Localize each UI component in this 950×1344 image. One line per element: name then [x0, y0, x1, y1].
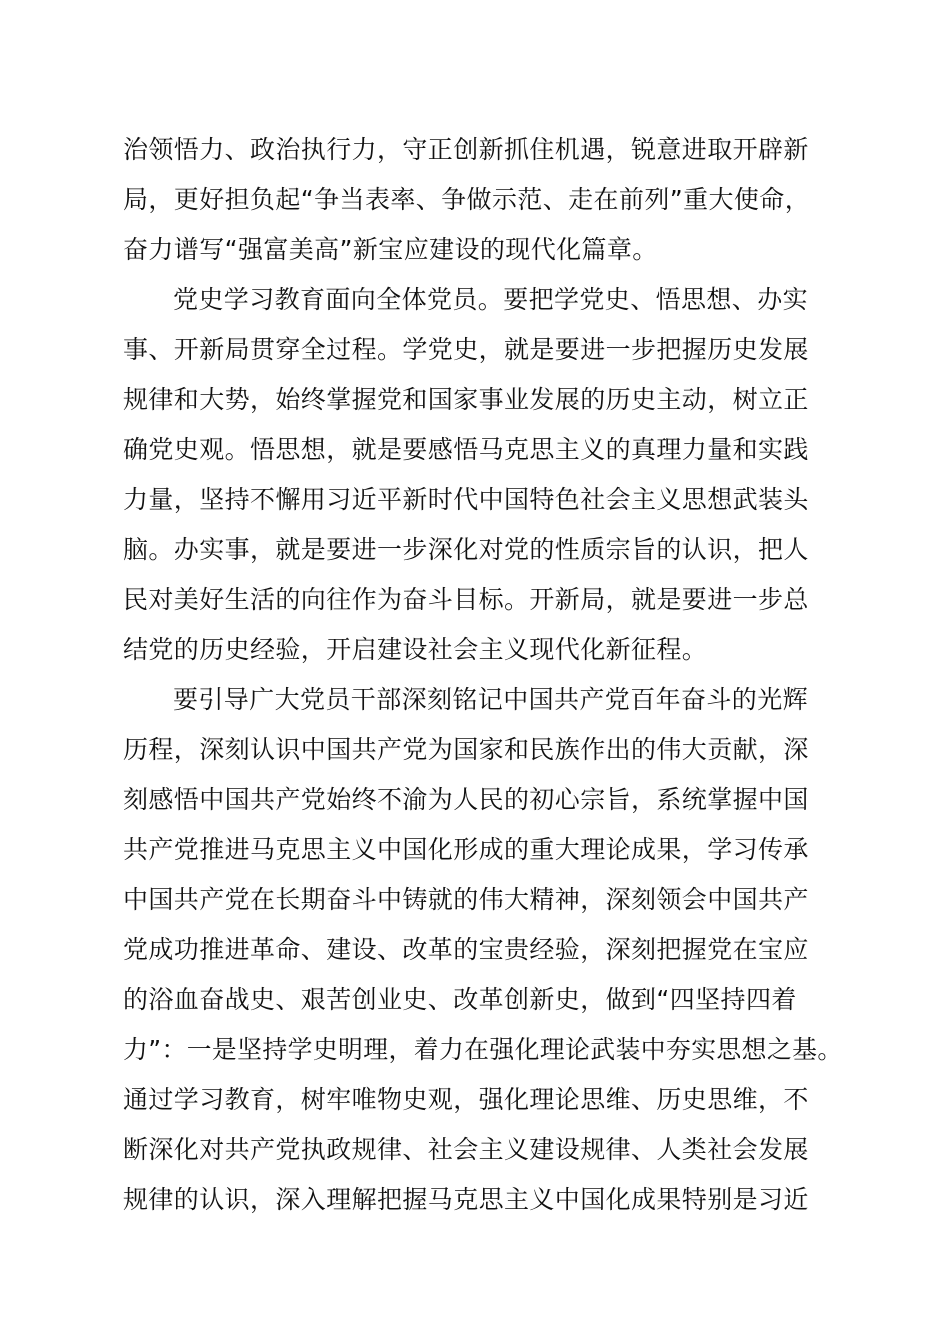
- text-line: 中国共产党在长期奋斗中铸就的伟大精神，深刻领会中国共产: [123, 885, 809, 914]
- text-line: 确党史观。悟思想，就是要感悟马克思主义的真理力量和实践: [123, 435, 809, 464]
- text-line: 的浴血奋战史、艰苦创业史、改革创新史，做到“四坚持四着: [123, 985, 797, 1014]
- text-line: 规律和大势，始终掌握党和国家事业发展的历史主动，树立正: [123, 385, 809, 414]
- text-line: 局，更好担负起“争当表率、争做示范、走在前列”重大使命，: [123, 185, 811, 214]
- text-line: 历程，深刻认识中国共产党为国家和民族作出的伟大贡献，深: [123, 735, 809, 764]
- text-line: 通过学习教育，树牢唯物史观，强化理论思维、历史思维，不: [123, 1085, 809, 1114]
- text-line: 力量，坚持不懈用习近平新时代中国特色社会主义思想武装头: [123, 485, 809, 514]
- text-line: 断深化对共产党执政规律、社会主义建设规律、人类社会发展: [123, 1135, 809, 1164]
- paragraph-first-line: 党史学习教育面向全体党员。要把学党史、悟思想、办实: [173, 285, 809, 314]
- text-line: 治领悟力、政治执行力，守正创新抓住机遇，锐意进取开辟新: [123, 135, 809, 164]
- text-line: 刻感悟中国共产党始终不渝为人民的初心宗旨，系统掌握中国: [123, 785, 809, 814]
- text-line: 党成功推进革命、建设、改革的宝贵经验，深刻把握党在宝应: [123, 935, 809, 964]
- text-line: 民对美好生活的向往作为奋斗目标。开新局，就是要进一步总: [123, 585, 809, 614]
- text-line: 共产党推进马克思主义中国化形成的重大理论成果，学习传承: [123, 835, 809, 864]
- text-line: 结党的历史经验，开启建设社会主义现代化新征程。: [123, 635, 708, 664]
- text-line: 力”：一是坚持学史明理，着力在强化理论武装中夯实思想之基。: [123, 1035, 843, 1064]
- text-line: 事、开新局贯穿全过程。学党史，就是要进一步把握历史发展: [123, 335, 809, 364]
- text-line: 奋力谱写“强富美高”新宝应建设的现代化篇章。: [123, 235, 658, 264]
- text-line: 规律的认识，深入理解把握马克思主义中国化成果特别是习近: [123, 1185, 809, 1214]
- paragraph-first-line: 要引导广大党员干部深刻铭记中国共产党百年奋斗的光辉: [173, 685, 809, 714]
- text-line: 脑。办实事，就是要进一步深化对党的性质宗旨的认识，把人: [123, 535, 809, 564]
